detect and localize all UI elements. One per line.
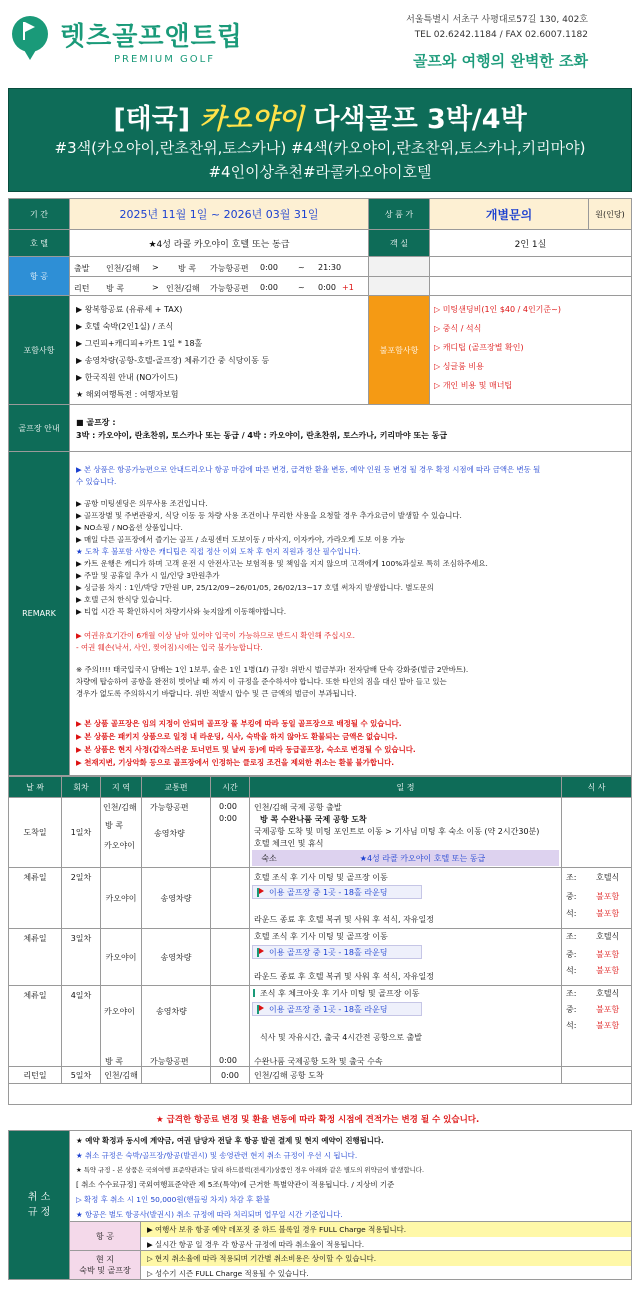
sched-header-round: 회차 [61,776,101,798]
exclude-label: 불포함사항 [368,295,430,405]
hashtags-line-2: #4인이상추천#라콜카오야이호텔 [208,163,432,181]
day2-time [210,867,250,929]
remark-line: ▶ 호텔 근처 한식당 있습니다. [76,595,172,604]
flight-dep-time: 0:00 [260,263,278,272]
cancel-air-body [140,1221,632,1251]
flight-dep-time: 0:00 [260,283,278,292]
remark-label: REMARK [8,451,70,776]
day5-plan: 인천/김해 공항 도착 [249,1066,562,1084]
day5-round: 5일차 [61,1066,101,1084]
price-label: 상 품 가 [368,198,430,230]
day3-transport: 송영차량 [141,928,211,986]
flight-tilde: ~ [298,283,305,292]
meal-key: 중: [566,950,577,959]
plan-text: 조식 후 체크아웃 후 기사 미팅 및 골프장 이동 [260,989,420,998]
cancel-line: ★ 취소 규정은 숙박/골프장/항공(발권시) 및 송영관련 현지 취소 규정이 우선 시 됩니다. [76,1151,358,1160]
include-item: ▶ 송영차량(공항-호텔-골프장) 체류기간 중 식당이동 등 [76,356,270,365]
meal-key: 조: [566,989,577,998]
day5-meal [561,1066,632,1084]
day5-time: 0:00 [210,1066,250,1084]
remark-line: ★ 도착 후 불포함 사항은 캐디팁은 직접 정산 이외 도착 후 현지 직원과 정산 필수입니다. [76,547,361,556]
day3-plan [249,928,562,986]
exclude-list [429,295,632,405]
golf-round-bar [252,1002,422,1016]
meal-value: 호텔식 [596,873,620,882]
golf-round-text: 이용 골프장 중 1곳 - 18홀 라운딩 [269,887,388,897]
plan-text: 라운드 종료 후 호텔 복귀 및 사워 후 석식, 자유일정 [254,972,434,981]
product-title [9,97,631,136]
golf-info [69,404,632,452]
golf-round-text: 이용 골프장 중 1곳 - 18홀 라운딩 [269,1004,388,1014]
flight-to: 인천/김해 [166,284,200,293]
meal-value: 불포함 [596,892,620,901]
hashtags-line-1: #3색(카오야이,란초찬위,토스카나) #4색(카오야이,란초찬위,토스카나,키리마야) [54,139,586,157]
day2-date: 체류일 [8,867,62,929]
room-value: 2인 1실 [429,229,632,257]
flight-from: 인천/김해 [106,264,140,273]
day4-date: 체류일 [8,985,62,1067]
remark-passport: - 여권 훼손(낙서, 사인, 찢어짐)시에는 입국 불가능합니다. [76,643,263,652]
exclude-item: ▷ 캐디팁 (골프장별 확인) [434,343,524,352]
golf-round-bar [252,885,422,899]
day4-transport [141,985,211,1067]
address: 서울특별시 서초구 사평대로57길 130, 402호 [406,15,588,25]
region-text: 인천/김해 [103,803,137,812]
golf-round-bar [252,945,422,959]
meal-key: 석: [566,966,577,975]
transport-text: 가능항공편 [150,803,189,812]
plan-text: 방 콕 수완나품 국제 공항 도착 [260,815,367,824]
day3-time [210,928,250,986]
golf-label: 골프장 안내 [8,404,70,452]
plan-text: 라운드 종료 후 호텔 복귀 및 사워 후 석식, 자유일정 [254,915,434,924]
remark-note: ▶ 본 상품 골프장은 임의 지정이 안되며 골프장 풀 부킹에 따라 동일 골프장으로 배정될 수 있습니다. [76,719,402,728]
flight-blank-4 [429,276,632,296]
meal-value: 호텔식 [596,932,620,941]
include-item: ▶ 호텔 숙박(2인1실) / 조식 [76,322,174,331]
flight-to: 방 콕 [178,264,196,273]
day5-date: 리턴일 [8,1066,62,1084]
cancel-local-label: 현 지 숙박 및 골프장 [69,1250,141,1280]
golf-round-text: 이용 골프장 중 1곳 - 18홀 라운딩 [269,947,388,957]
meal-value: 불포함 [596,1021,620,1030]
flight-next-day: +1 [342,283,354,292]
flight-blank-3 [368,276,430,296]
region-text: 카오야이 [104,841,135,850]
time-text: 0:00 [219,1056,237,1065]
meal-key: 중: [566,1005,577,1014]
flight-label: 항 공 [8,256,70,296]
title-suffix: 다색골프 3박/4박 [303,104,527,135]
plan-text: 식사 및 자유시간, 출국 4시간전 공항으로 출발 [260,1033,422,1042]
remark-caution: 경우가 없도록 주의하시기 바랍니다. 위반 적발시 압수 및 큰 금액의 벌금이 부과됩니다. [76,689,357,698]
schedule-spacer [8,1083,632,1105]
day2-round: 2일차 [61,867,101,929]
remark-passport: ▶ 여권유효기간이 6개월 이상 남아 있어야 입국이 가능하므로 반드시 확인해 주십시오. [76,631,355,640]
flight-blank-1 [368,256,430,277]
day3-meal [561,928,632,986]
include-item: ▶ 한국직원 안내 (NO가이드) [76,373,178,382]
flight-from: 방 콕 [106,284,124,293]
plan-text: 호텔 조식 후 기사 미팅 및 골프장 이동 [254,873,388,882]
brand-name: 렛츠골프앤트립 [60,22,243,52]
day4-region [100,985,142,1067]
remark-line: ▶ 골프장별 및 주변관광지, 식당 이동 등 차량 사용 조건이나 무리한 사용을 요청할 경우 추가요금이 발생할 수 있습니다. [76,511,462,520]
meal-key: 석: [566,909,577,918]
hotel-value: ★4성 라콜 카오야이 호텔 또는 동급 [69,229,369,257]
period-value: 2025년 11월 1일 ~ 2026년 03월 31일 [69,198,369,230]
remark-note: ▶ 본 상품은 패키지 상품으로 일정 내 라운딩, 식사, 숙박을 하지 않아도 환불되는 금액은 없습니다. [76,732,398,741]
sched-header-date: 날 짜 [8,776,62,798]
day1-region [100,797,142,868]
cancel-local-body [140,1250,632,1280]
golf-flag-icon [257,888,259,897]
sched-header-transport: 교통편 [141,776,211,798]
day4-time [210,985,250,1067]
remark-line: ▶ 매일 다른 골프장에서 즐기는 골프 / 쇼핑센터 도보이동 / 마사지, 이자카야, 가라오케 도보 이용 가능 [76,535,406,544]
day1-date: 도착일 [8,797,62,868]
day1-transport [141,797,211,868]
golf-flag-icon [253,989,255,997]
hotel-label: 호 텔 [8,229,70,257]
exclude-item: ▷ 중식 / 석식 [434,324,482,333]
include-list [69,295,369,405]
remark-intro-cont: 수 있습니다. [76,477,117,486]
flight-arrow: > [152,283,159,292]
cancel-label: 취 소 규 정 [8,1130,70,1280]
meal-key: 석: [566,1021,577,1030]
remark-line: ▶ 카트 운행은 캐디가 하며 고객 운전 시 안전사고는 보험적용 및 책임을 지지 않으며 고객에게 100%과실로 특히 조심하주세요. [76,559,488,568]
exclude-item: ▷ 개인 비용 및 매너팁 [434,381,513,390]
day1-plan [249,797,562,868]
remark-note: ▶ 본 상품은 현지 사정(갑작스러운 토너먼트 및 날씨 등)에 따라 동급골프장, 숙소로 변경될 수 있습니다. [76,745,416,754]
exclude-item: ▷ 싱글룸 비용 [434,362,484,371]
flight-arrow: > [152,263,159,272]
stay-label: 숙소 [252,850,286,866]
flight-arr-time: 0:00 [318,283,336,292]
region-text: 방 콕 [105,1057,123,1066]
remark-caution: ※ 주의!!!! 태국입국시 담배는 1인 1보루, 술은 1인 1병(1ℓ) 규정! 위반시 벌금부과! 전자담배 단속 강화중(벌금 2만바트). [76,665,469,674]
golf-value: 3박 : 카오야이, 란초찬위, 토스카나 또는 동급 / 4박 : 카오야이, 란초찬위, 토스카나, 키리마야 또는 동급 [76,431,448,440]
day2-region: 카오야이 [100,867,142,929]
cancel-air-line: ▶ 여행사 보유 항공 예약 데포짓 중 하드 블록일 경우 FULL Charge 적용됩니다. [141,1222,632,1237]
include-label: 포함사항 [8,295,70,405]
exclude-item: ▷ 미팅샌딩비(1인 $40 / 4인기준~) [434,305,561,314]
plan-text: 인천/김해 국제 공항 출발 [254,803,342,812]
sched-header-meal: 식 사 [561,776,632,798]
meal-value: 불포함 [596,950,620,959]
remark-caution: 차량에 탑승하여 공항을 완전히 벗어날 때 까지 이 규정을 준수하셔야 합니다. 또한 타인의 짐을 대신 맡아 들고 있는 [76,677,447,686]
plan-text: 호텔 조식 후 기사 미팅 및 골프장 이동 [254,932,388,941]
title-prefix: [태국] [113,104,200,135]
cancel-local-line: ▷ 성수기 시즌 FULL Charge 적용될 수 있습니다. [141,1266,632,1280]
remark-note: ▶ 천재지변, 기상악화 등으로 골프장에서 인정하는 클로징 조건을 제외한 취소는 환불 불가합니다. [76,758,395,767]
brand-subtitle: PREMIUM GOLF [114,54,215,65]
day2-meal [561,867,632,929]
flight-type: 리턴 [74,284,90,293]
day5-region: 인천/김해 [100,1066,142,1084]
golf-title: ■ 골프장 : [76,418,116,427]
day4-plan [249,985,562,1067]
day4-round: 4일차 [61,985,101,1067]
flight-airline: 가능항공편 [210,284,249,293]
cancel-body [69,1130,632,1222]
day3-date: 체류일 [8,928,62,986]
time-text: 0:00 [219,814,237,823]
cancel-line: ★ 예약 확정과 동시에 계약금, 여권 담당자 전달 후 항공 발권 결제 및 현지 예약이 진행됩니다. [76,1136,384,1145]
meal-value: 불포함 [596,966,620,975]
day2-transport: 송영차량 [141,867,211,929]
stay-value: ★4성 라콜 카오야이 호텔 또는 동급 [286,850,559,866]
golf-flag-icon [257,1005,259,1014]
plan-text: 호텔 체크인 및 휴식 [254,839,324,848]
room-label: 객 실 [368,229,430,257]
flight-type: 출발 [74,264,90,273]
include-item: ★ 해외여행특전 : 여행자보험 [76,390,179,399]
flight-arr-time: 21:30 [318,263,342,272]
transport-text: 가능항공편 [150,1057,189,1066]
meal-value: 호텔식 [596,989,620,998]
region-text: 카오야이 [104,1007,135,1016]
period-label: 기 간 [8,198,70,230]
cancel-air-label: 항 공 [69,1221,141,1251]
plan-text: 국제공항 도착 및 미팅 포인트로 이동 > 기사님 미팅 후 숙소 이동 (약 2시간30분) [254,827,540,836]
region-text: 방 콕 [105,821,123,830]
day1-time [210,797,250,868]
day4-meal [561,985,632,1067]
cancel-line: [ 취소 수수료규정] 국외여행표준약관 제 5조(특약)에 근거한 특별약관이 적용됩니다. / 지상비 기준 [76,1180,395,1189]
plan-text: 수완나품 국제공항 도착 및 출국 수속 [254,1057,383,1066]
sched-header-plan: 일 정 [249,776,562,798]
sched-header-region: 지 역 [100,776,142,798]
cancel-air-line: ▶ 실시간 항공 일 경우 각 항공사 규정에 따라 취소율이 적용됩니다. [141,1237,632,1251]
transport-text: 송영차량 [154,829,185,838]
title-highlight: 카오야이 [199,104,304,135]
flight-airline: 가능항공편 [210,264,249,273]
cancel-local-line: ▷ 현지 취소율에 따라 적용되며 기간별 취소비용은 상이할 수 있습니다. [141,1251,632,1266]
title-banner [8,88,632,192]
day5-transport [141,1066,211,1084]
flight-blank-2 [429,256,632,277]
flight-tilde: ~ [298,263,305,272]
flight-row-departure [69,256,369,277]
remark-line: ▶ 주말 및 공휴일 추가 시 일/인당 3만원추가 [76,571,220,580]
remark-line: ▶ NO쇼핑 / NO옵션 상품입니다. [76,523,183,532]
slogan: 골프와 여행의 완벽한 조화 [412,52,588,70]
day3-region: 카오야이 [100,928,142,986]
tel-fax: TEL 02.6242.1184 / FAX 02.6007.1182 [414,30,588,40]
remark-line: ▶ 티업 시간 꼭 확인하시어 차량기사와 늦지않게 이동해야합니다. [76,607,287,616]
sched-header-time: 시간 [210,776,250,798]
meal-value: 불포함 [596,909,620,918]
transport-text: 송영차량 [156,1007,187,1016]
include-item: ▶ 왕복항공료 (유류세 + TAX) [76,305,183,314]
price-value: 개별문의 [429,198,589,230]
meal-key: 조: [566,873,577,882]
cancel-line: ★ 특약 규정 - 본 상품은 국외여행 표준약관과는 달리 하드블럭(전세기)상품인 경우 아래와 같은 별도의 위약금이 발생합니다. [76,1166,425,1174]
golf-flag-icon [23,22,37,40]
day2-plan [249,867,562,929]
time-text: 0:00 [219,802,237,811]
remark-body [69,451,632,776]
meal-value: 불포함 [596,1005,620,1014]
price-unit: 원(인당) [588,198,632,230]
meal-key: 조: [566,932,577,941]
remark-intro: ▶ 본 상품은 항공가능편으로 안내드리오나 항공 마감에 따른 변경, 급격한 환율 변동, 예약 인원 등 변경 될 경우 확정 시점에 따라 금액은 변동 될 [76,465,541,474]
cancel-line: ★ 항공은 별도 항공사(발권시) 취소 규정에 따라 처리되며 업무일 시간 기준입니다. [76,1210,343,1219]
day1-round: 1일차 [61,797,101,868]
include-item: ▶ 그린피+캐디피+카트 1일 * 18홀 [76,339,203,348]
day1-meal [561,797,632,868]
price-notice: ★ 급격한 항공료 변경 및 환율 변동에 따라 확정 시점에 견적가는 변경 될 수 있습니다. [156,1115,480,1125]
flight-row-return [69,276,369,296]
cancel-line: ▷ 확정 후 취소 시 1인 50,000원(핸들링 차지) 차감 후 환불 [76,1195,271,1204]
remark-line: ▶ 싱글룸 차지 : 1인/박당 7만원 UP, 25/12/09~26/01/05, 26/02/13~17 호텔 써차지 발생합니다. 별도문의 [76,583,434,592]
day3-round: 3일차 [61,928,101,986]
golf-flag-icon [257,948,259,957]
meal-key: 중: [566,892,577,901]
remark-line: ▶ 공항 미팅센딩은 의무사용 조건입니다. [76,499,208,508]
